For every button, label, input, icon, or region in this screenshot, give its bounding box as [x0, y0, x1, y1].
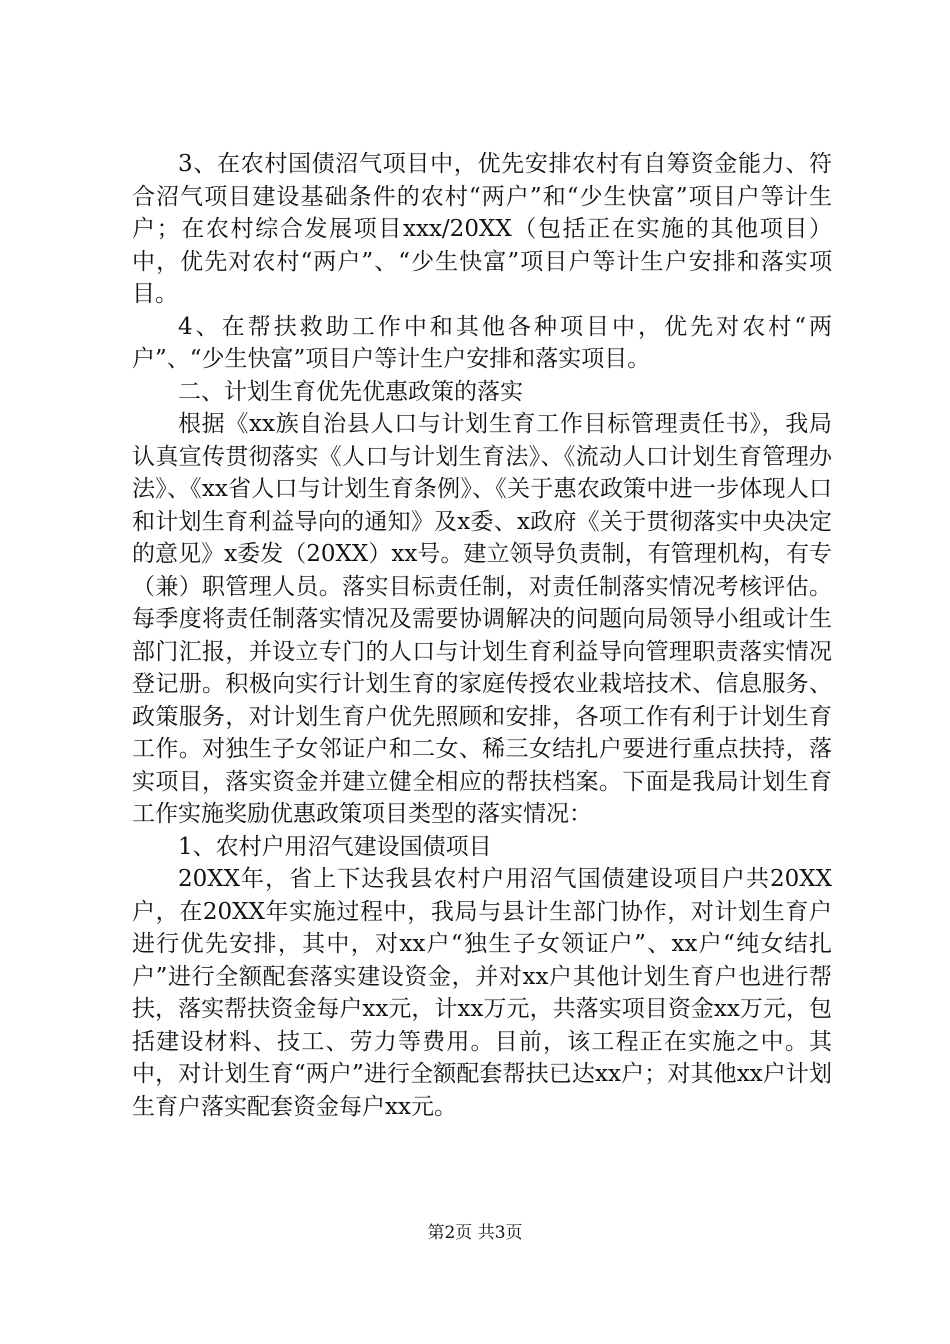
section-heading: 二、计划生育优先优惠政策的落实 — [178, 378, 523, 405]
page-footer: 第2页 共3页 — [427, 1223, 523, 1243]
document-body — [132, 148, 832, 1123]
paragraph-policy-implementation: 根据《xx族自治县人口与计划生育工作目标管理责任书》，我局认真宣传贯彻落实《人口与计划生育法》、《流动人口计划生育管理办法》、《xx省人口与计划生育条例》、《关于惠农政策中进一步体现人口和计划生育利益导向的通知》及x委、x政府《关于贯彻落实中央决定的意见》x委发（20XX）xx号。建立领导负责制，有管理机构，有专（兼）职管理人员。落实目标责任制，对责任制落实情况考核评估。每季度将责任制落实情况及需要协调解决的问题向局领导小组或计生部门汇报，并设立专门的人口与计划生育利益导向管理职责落实情况登记册。积极向实行计划生育的家庭传授农业栽培技术、信息服务、政策服务，对计划生育户优先照顾和安排，各项工作有利于计划生育工作。对独生子女邻证户和二女、稀三女结扎户要进行重点扶持，落实项目，落实资金并建立健全相应的帮扶档案。下面是我局计划生育工作实施奖励优惠政策项目类型的落实情况： — [132, 411, 832, 827]
paragraph-item-3: 3、在农村国债沼气项目中，优先安排农村有自筹资金能力、符合沼气项目建设基础条件的农村“两户”和“少生快富”项目户等计生户；在农村综合发展项目xxx/20XX（包括正在实施的其他项目）中，优先对农村“两户”、“少生快富”项目户等计生户安排和落实项目。 — [132, 151, 832, 307]
subsection-heading: 1、农村户用沼气建设国债项目 — [178, 833, 492, 860]
paragraph-item-4: 4、在帮扶救助工作中和其他各种项目中，优先对农村“两户”、“少生快富”项目户等计生户安排和落实项目。 — [132, 313, 832, 372]
paragraph-biogas-project: 20XX年，省上下达我县农村户用沼气国债建设项目户共20XX户，在20XX年实施过程中，我局与县计生部门协作，对计划生育户进行优先安排，其中，对xx户“独生子女领证户”、xx户“纯女结扎户”进行全额配套落实建设资金，并对xx户其他计划生育户也进行帮扶，落实帮扶资金每户xx元，计xx万元，共落实项目资金xx万元，包括建设材料、技工、劳力等费用。目前，该工程正在实施之中。其中，对计划生育“两户”进行全额配套帮扶已达xx户；对其他xx户计划生育户落实配套资金每户xx元。 — [132, 866, 832, 1120]
